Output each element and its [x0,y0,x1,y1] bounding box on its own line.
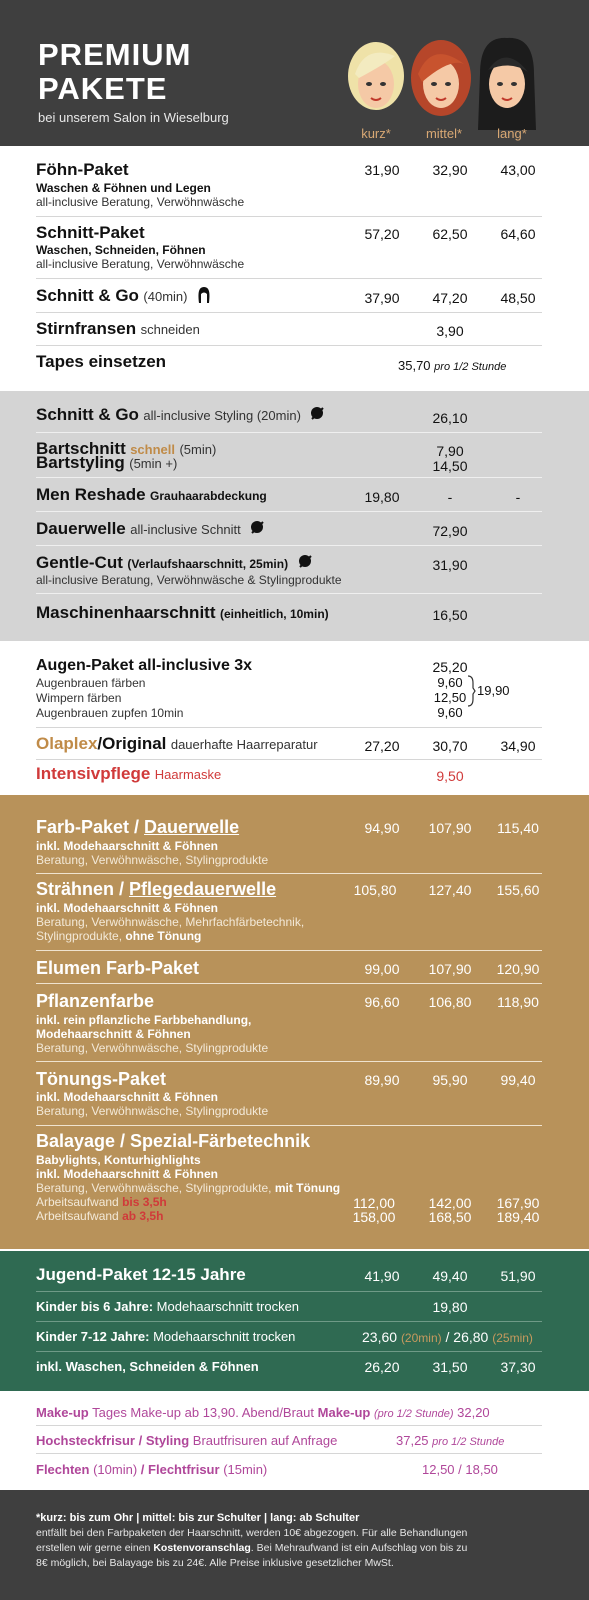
service-includes: inkl. Modehaarschnitt & Föhnen [36,839,219,853]
divider [36,593,542,594]
separator: / [445,1329,450,1345]
column-short-label: kurz* [361,126,391,141]
youth-services-section [0,1251,589,1391]
service-includes: inkl. rein pflanzliche Farbbehandlung, [36,1013,252,1027]
woman-hair-icon [196,286,212,304]
divider [36,278,542,279]
footer-text: entfällt bei den Farbpaketen der Haarschnitt, werden 10€ abgezogen. Für alle Behandlungen [36,1527,468,1539]
price-short: 99,00 [364,961,400,977]
service-item: Augenbrauen zupfen 10min [36,706,184,720]
footer-text-bold: Kostenvoranschlag [153,1542,251,1554]
service-title: inkl. Waschen, Schneiden & Föhnen [36,1359,259,1374]
price-long: 64,60 [500,226,536,242]
price-medium: 31,50 [432,1359,468,1375]
divider [36,983,542,984]
divider [36,1351,542,1352]
service-note: Stylingprodukte, [36,929,126,943]
service-duration: (5min +) [129,456,178,471]
service-detail: dauerhafte Haarreparatur [170,737,318,752]
service-includes: Babylights, Konturhighlights [36,1153,201,1167]
price-short: 112,00 [353,1195,395,1211]
price-medium: 107,90 [428,820,472,836]
service-title: Maschinenhaarschnitt [36,603,216,622]
service-includes: inkl. Modehaarschnitt & Föhnen [36,901,219,915]
price-medium: 95,90 [432,1072,468,1088]
price-short: 57,20 [364,226,400,242]
service-note: all-inclusive Beratung, Verwöhnwäsche [36,195,245,209]
price-unit: (pro 1/2 Stunde) [374,1408,454,1420]
price-medium: 127,40 [428,882,472,898]
service-includes: inkl. Modehaarschnitt & Föhnen [36,1090,219,1104]
divider [36,1425,542,1426]
styling-services-section [0,1391,589,1490]
service-detail: all-inclusive Schnitt [130,522,241,537]
divider [36,545,542,546]
price-short: 27,20 [364,738,400,754]
service-note: Beratung, Verwöhnwäsche, Stylingprodukte [36,853,269,867]
service-title: Flechtfrisur [148,1462,220,1477]
price-medium: 16,50 [432,607,468,623]
long-hair-woman-icon [476,34,538,134]
price-long: 155,60 [496,882,540,898]
price-short: 105,80 [353,882,397,898]
divider [36,216,542,217]
price-duration: (25min) [492,1331,533,1345]
price-short: 31,90 [364,162,400,178]
combo-price: 19,90 [477,683,510,698]
price-medium: 62,50 [432,226,468,242]
service-title: Föhn-Paket [36,160,129,179]
price-short: 19,80 [364,489,400,505]
price-long: 51,90 [500,1268,536,1284]
service-title: Elumen Farb-Paket [36,958,200,978]
price-short: 96,60 [364,994,400,1010]
price-medium: 142,00 [428,1195,472,1211]
service-detail: Brautfrisuren auf Anfrage [192,1433,338,1448]
service-note: Beratung, Verwöhnwäsche, Mehrfachfärbetechnik, [36,915,305,929]
price-medium: 25,20 [432,659,468,675]
divider [36,950,542,951]
service-note-bold: ohne Tönung [125,929,202,943]
service-title: Tapes einsetzen [36,352,167,371]
price-medium: - [447,489,453,505]
service-duration: (40min) [143,289,188,304]
price-long: 115,40 [497,820,539,836]
divider [36,1291,542,1292]
effort-range: bis 3,5h [122,1195,167,1209]
service-title: Stirnfransen [36,319,137,338]
service-note: all-inclusive Beratung, Verwöhnwäsche & Stylingprodukte [36,573,342,587]
price-value: 12,50 / 18,50 [422,1462,498,1477]
care-services-section [0,641,589,795]
men-services-section [0,391,589,641]
service-detail: all-inclusive Styling (20min) [143,408,301,423]
service-title: Schnitt & Go [36,405,139,424]
service-note: Beratung, Verwöhnwäsche, Stylingprodukte [36,1041,269,1055]
service-detail: Modehaarschnitt trocken [156,1299,300,1314]
divider [36,1125,542,1126]
service-title: Schnitt-Paket [36,223,145,242]
service-title: Strähnen / [36,879,130,899]
price-long: 189,40 [496,1209,540,1225]
price-long: - [515,489,521,505]
service-detail: Grauhaarabdeckung [150,489,267,503]
service-title: Gentle-Cut [36,553,123,572]
service-note: all-inclusive Beratung, Verwöhnwäsche [36,257,245,271]
divider [36,477,542,478]
effort-label: Arbeitsaufwand [36,1195,123,1209]
price-medium: 168,50 [428,1209,472,1225]
service-detail: Modehaarschnitt trocken [153,1329,296,1344]
price-medium: 72,90 [432,523,468,539]
price-short: 41,90 [364,1268,400,1284]
service-title: Hochsteckfrisur / Styling [36,1433,190,1448]
page-subtitle: bei unserem Salon in Wieselburg [38,110,229,125]
divider [36,312,542,313]
separator: / [140,1462,145,1477]
man-haircut-icon [309,405,325,423]
service-item: Wimpern färben [36,691,122,705]
service-accent: schnell [130,442,175,457]
man-haircut-icon [249,519,265,537]
price-value: 23,60 [362,1329,398,1345]
price-value: 35,70 [398,358,431,373]
price-medium: 47,20 [432,290,468,306]
item-price: 12,50 [433,690,467,705]
service-duration: (5min) [179,442,217,457]
price-medium: 3,90 [436,323,464,339]
service-title: Augen-Paket all-inclusive 3x [36,657,253,674]
service-includes: Waschen & Föhnen und Legen [36,181,211,195]
service-includes: Modehaarschnitt & Föhnen [36,1027,191,1041]
price-short: 94,90 [364,820,400,836]
bracket-icon [466,675,476,707]
effort-label: Arbeitsaufwand [36,1209,123,1223]
price-medium: 107,90 [428,961,472,977]
service-title: Kinder bis 6 Jahre: [36,1299,154,1314]
service-title: Schnitt & Go [36,286,139,305]
basic-services-section [0,146,589,391]
effort-range: ab 3,5h [122,1209,164,1223]
divider [36,1321,542,1322]
footer-text: 8€ möglich, bei Balayage bis zu 24€. Alle Preise inklusive gesetzlicher MwSt. [36,1557,394,1569]
service-title-underlined: Dauerwelle [144,817,240,837]
service-title: Dauerwelle [36,519,126,538]
service-note-bold: mit Tönung [274,1181,341,1195]
service-title: Pflanzenfarbe [36,991,155,1011]
price-value: 32,20 [457,1405,490,1420]
price-medium: 14,50 [432,458,468,474]
service-title-suffix: /Original [97,734,167,753]
price-medium: 31,90 [432,557,468,573]
header [0,0,589,146]
price-short: 26,20 [364,1359,400,1375]
price-duration: (20min) [400,1331,442,1345]
price-medium: 32,90 [432,162,468,178]
service-note: Beratung, Verwöhnwäsche, Stylingprodukte, [36,1181,275,1195]
service-title: Kinder 7-12 Jahre: [36,1329,150,1344]
footer-text: . Bei Mehraufwand ist ein Aufschlag von bis zu [250,1542,468,1554]
service-includes: Waschen, Schneiden, Föhnen [36,243,206,257]
item-price: 9,60 [437,675,463,690]
footer-legend: *kurz: bis zum Ohr | mittel: bis zur Schulter | lang: ab Schulter [36,1512,360,1524]
service-title: Men Reshade [36,485,146,504]
divider [36,873,542,874]
service-detail: (Verlaufshaarschnitt, 25min) [127,557,289,571]
short-hair-woman-icon [345,34,407,124]
price-long: 120,90 [496,961,540,977]
divider [36,727,542,728]
price-medium: 19,80 [432,1299,468,1315]
footer-text: erstellen wir gerne einen [36,1542,154,1554]
column-medium-label: mittel* [425,126,463,141]
service-title: Flechten [36,1462,90,1477]
price-value: 26,80 [453,1329,489,1345]
service-title: Intensivpflege [36,764,151,783]
price-long: 34,90 [500,738,536,754]
price-long: 37,30 [500,1359,536,1375]
service-title: Farb-Paket / [36,817,145,837]
price-medium: 7,90 [436,443,464,459]
price-medium: 26,10 [432,410,468,426]
price-short: 37,90 [364,290,400,306]
price-medium: 106,80 [428,994,472,1010]
footer [0,1490,589,1600]
divider [36,1061,542,1062]
price-medium: 30,70 [432,738,468,754]
divider [36,345,542,346]
service-title: Olaplex [36,734,98,753]
service-duration: (15min) [223,1462,268,1477]
service-includes: inkl. Modehaarschnitt & Föhnen [36,1167,219,1181]
service-note: Beratung, Verwöhnwäsche, Stylingprodukte [36,1104,269,1118]
price-medium: 9,50 [436,768,464,784]
service-duration: (10min) [93,1462,138,1477]
service-detail: (einheitlich, 10min) [219,607,329,621]
price-long: 48,50 [500,290,536,306]
price-short: 89,90 [364,1072,400,1088]
service-title: Bartstyling [36,453,125,472]
color-services-section [0,795,589,1249]
service-title: Balayage / Spezial-Färbetechnik [36,1131,311,1151]
medium-hair-woman-icon [410,34,472,124]
price-long: 43,00 [500,162,536,178]
price-medium: 49,40 [432,1268,468,1284]
price-value: 37,25 [396,1433,429,1448]
service-detail: schneiden [140,322,200,337]
divider [36,759,542,760]
divider [36,1453,542,1454]
price-long: 99,40 [500,1072,536,1088]
page-title: PREMIUM PAKETE [38,37,192,106]
item-price: 9,60 [437,705,463,720]
service-detail: Haarmaske [154,767,222,782]
divider [36,511,542,512]
man-haircut-icon [297,553,313,571]
price-long: 167,90 [496,1195,540,1211]
divider [36,432,542,433]
column-long-label: lang* [497,126,527,141]
service-title: Make-up [317,1405,371,1420]
service-detail: Tages Make-up ab 13,90. Abend/Braut [92,1405,315,1420]
price-short: 158,00 [352,1209,396,1225]
service-title: Jugend-Paket 12-15 Jahre [36,1265,246,1284]
service-title: Make-up [36,1405,89,1420]
service-title: Bartschnitt [36,439,126,458]
price-long: 118,90 [497,994,539,1010]
service-title-underlined: Pflegedauerwelle [129,879,277,899]
service-title: Tönungs-Paket [36,1069,167,1089]
price-unit: pro 1/2 Stunde [432,1436,505,1448]
price-unit: pro 1/2 Stunde [434,361,507,373]
service-item: Augenbrauen färben [36,676,146,690]
